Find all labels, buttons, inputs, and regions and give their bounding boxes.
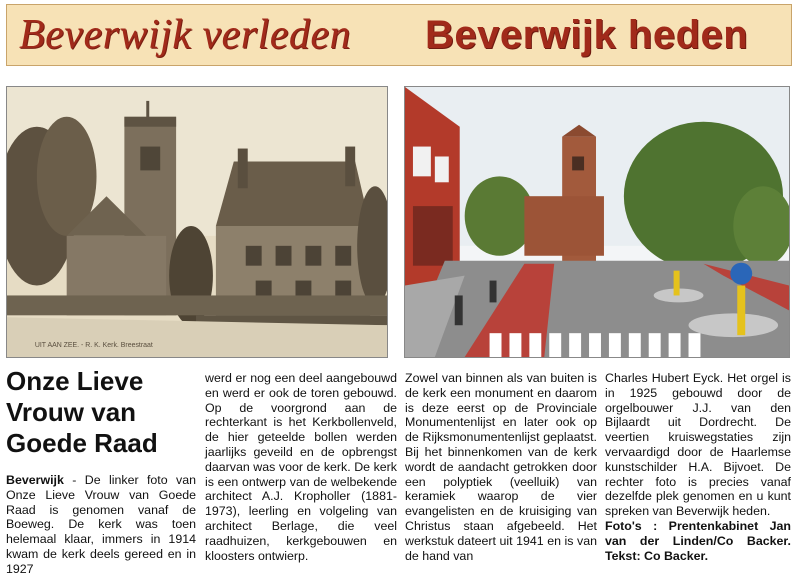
article-column-2 xyxy=(205,371,397,563)
photo-caption: UIT AAN ZEE. - R. K. Kerk. Breestraat xyxy=(34,342,153,350)
article-column-4 xyxy=(605,371,791,563)
historic-church-photo xyxy=(6,86,388,358)
article-credits: Foto's : Prentenkabinet Jan van der Linden/Co Backer. Tekst: Co Backer. xyxy=(605,518,791,563)
banner-title-past: Beverwijk verleden xyxy=(19,12,351,58)
article-headline: Onze Lieve Vrouw van Goede Raad xyxy=(6,366,158,458)
article-text-3: Zowel van binnen als van buiten is de kerk een monument en daarom is deze eerst op de Provinciale Monumentenlijst en later ook op de Rijksmonumentenlijst geplaatst. Bij het binnenkomen van de kerk wordt de aandacht getrokken door een polyptiek (veelluik) van keramiek waarop de vier evangelisten en de kruisiging van Christus staan afgebeeld. Het werkstuk dateert uit 1941 en is van de hand van xyxy=(405,371,597,563)
article-column-3 xyxy=(405,371,597,563)
article-text-1: - De linker foto van Onze Lieve Vrouw van Goede Raad is genomen vanaf de Boeweg. De kerk was toen helemaal klaar, immers in 1914 kwam de kerk deels gereed en in 1927 xyxy=(6,473,196,576)
banner-title-present: Beverwijk heden xyxy=(425,13,749,57)
page-banner xyxy=(6,4,792,66)
article-text-4: Charles Hubert Eyck. Het orgel is in 1925 gebouwd door de orgelbouwer J.J. van den Bijlaardt uit Dordrecht. De veertien kruiswegstaties zijn vervaardigd door de Haarlemse kunstschilder H.A. Bijvoet. De rechter foto is precies vanaf dezelfde plek genomen en u kunt spreken van Beverwijk heden. xyxy=(605,371,791,519)
article-dateline: Beverwijk xyxy=(6,473,64,487)
article-text-2: werd er nog een deel aangebouwd en werd er ook de toren gebouwd. Op de voorgrond aan de rechterkant is het Kerkbollenveld, de hier geteelde bollen werden jaarlijks geveild en de opbrengst daarvan was voor de kerk. De kerk is een ontwerp van de welbekende architect A.J. Kropholler (1881-1973), leerling en volgeling van architect Berlage, die veel raadhuizen, kerkgebouwen en kloosters ontwierp. xyxy=(205,371,397,563)
historic-church-illustration xyxy=(7,87,387,357)
current-church-photo xyxy=(404,86,790,358)
current-street-illustration xyxy=(405,87,789,357)
article-column-1 xyxy=(6,473,196,577)
